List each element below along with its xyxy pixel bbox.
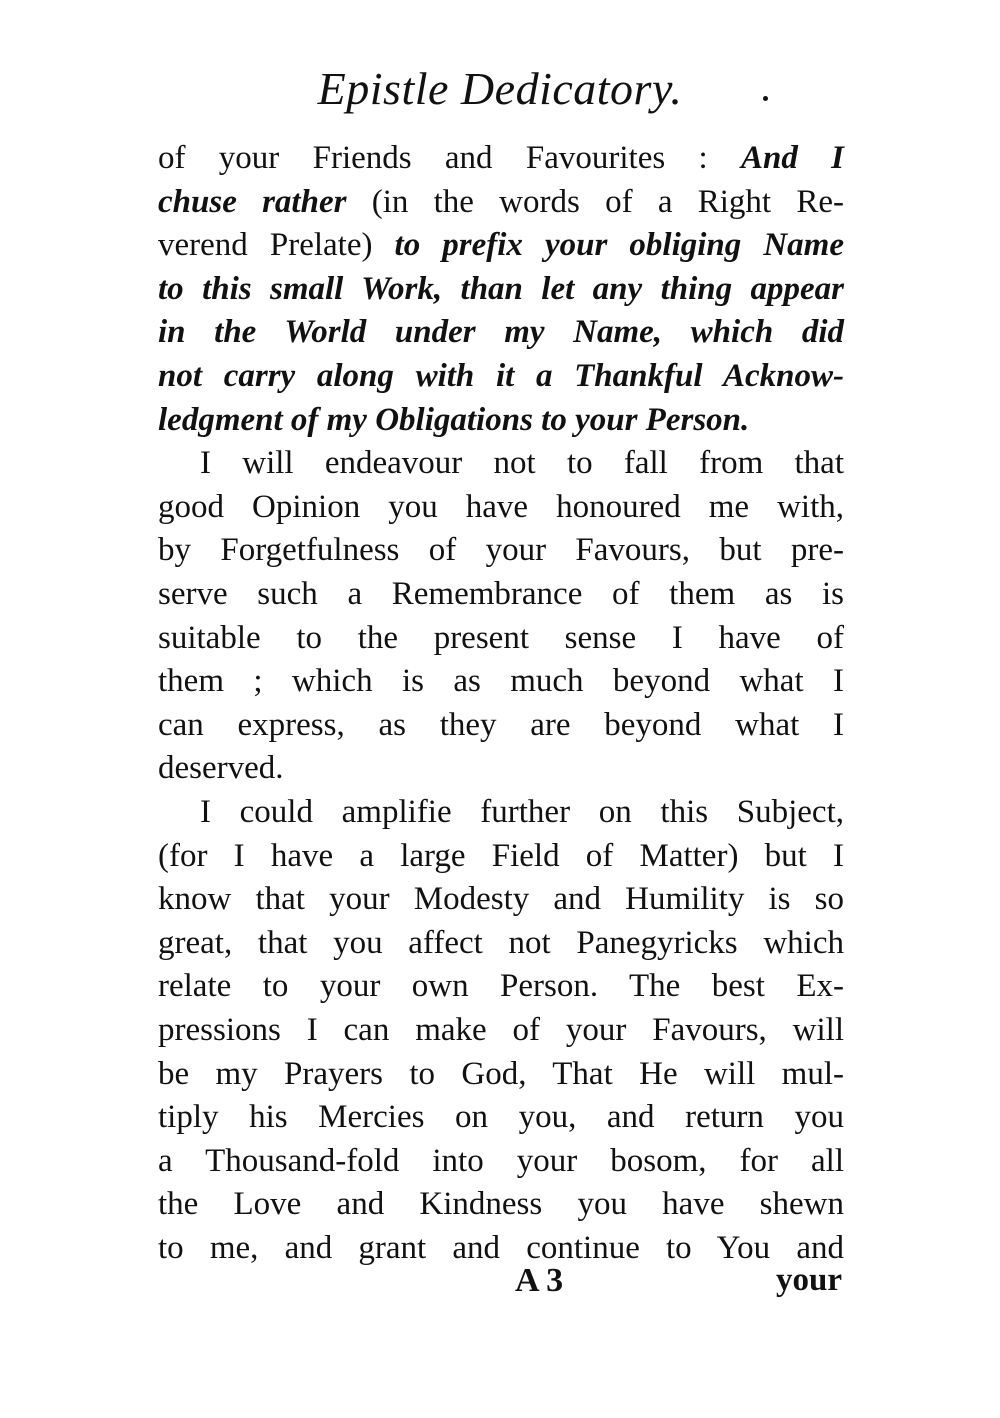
- text-run: (for I have a large Field of Matter) but I: [158, 837, 844, 874]
- header-dot: [763, 96, 768, 101]
- text-line: [158, 530, 844, 570]
- text-line: [158, 836, 844, 876]
- italic-run: to prefix your obliging Name: [394, 227, 844, 264]
- italic-run: to this small Work, than let any thing appear: [158, 270, 844, 307]
- text-line: [158, 1010, 844, 1050]
- text-line: [158, 618, 844, 658]
- text-run: to me, and grant and continue to You and: [158, 1230, 844, 1266]
- text-run: tiply his Mercies on you, and return you: [158, 1099, 844, 1136]
- text-line: [158, 1228, 844, 1268]
- text-run: them ; which is as much beyond what I: [158, 663, 844, 700]
- text-run: great, that you affect not Panegyricks which: [158, 924, 844, 961]
- text-run: I could amplifie further on this Subject,: [200, 794, 844, 830]
- text-line: [158, 1141, 844, 1181]
- italic-run: chuse rather: [158, 183, 347, 220]
- text-run: the Love and Kindness you have shewn: [158, 1186, 844, 1223]
- text-run: verend Prelate): [158, 227, 395, 264]
- text-run: suitable to the present sense I have of: [158, 619, 844, 656]
- text-line: [158, 748, 844, 788]
- text-line: [200, 792, 844, 832]
- italic-run: in the World under my Name, which did: [158, 314, 844, 351]
- text-line: [158, 1184, 844, 1224]
- text-run: a Thousand-fold into your bosom, for all: [158, 1142, 844, 1179]
- italic-run: ledgment of my Obligations to your Person.: [158, 401, 750, 438]
- text-line: [158, 182, 844, 222]
- text-line: [158, 574, 844, 614]
- text-run: pressions I can make of your Favours, will: [158, 1012, 844, 1048]
- text-line: [158, 225, 844, 265]
- text-line: [158, 269, 844, 309]
- text-run: (in the words of a Right Re-: [346, 183, 844, 220]
- text-run: by Forgetfulness of your Favours, but pre-: [158, 532, 844, 569]
- text-line: [158, 966, 844, 1006]
- text-run: of your Friends and Favourites :: [158, 140, 741, 176]
- text-line: [158, 923, 844, 963]
- text-run: can express, as they are beyond what I: [158, 706, 844, 743]
- text-run: know that your Modesty and Humility is so: [158, 881, 844, 918]
- text-line: [158, 661, 844, 701]
- text-line: [158, 1054, 844, 1094]
- text-run: deserved.: [158, 750, 284, 787]
- text-run: good Opinion you have honoured me with,: [158, 488, 844, 525]
- text-line: [200, 443, 844, 483]
- text-run: serve such a Remembrance of them as is: [158, 576, 844, 612]
- text-line: [158, 487, 844, 527]
- text-line: [158, 879, 844, 919]
- text-line: [158, 312, 844, 352]
- text-run: I will endeavour not to fall from that: [200, 445, 844, 482]
- catchword: your: [776, 1262, 842, 1298]
- signature-mark: A 3: [515, 1262, 564, 1299]
- italic-run: not carry along with it a Thankful Acknow-: [158, 358, 844, 394]
- italic-run: And I: [740, 140, 845, 176]
- page-header: Epistle Dedicatory.: [317, 63, 683, 114]
- text-line: [158, 1097, 844, 1137]
- text-run: relate to your own Person. The best Ex-: [158, 968, 844, 1005]
- text-run: be my Prayers to God, That He will mul-: [158, 1055, 844, 1092]
- text-line: [158, 356, 844, 396]
- text-line: [158, 705, 844, 745]
- text-line: [158, 138, 844, 178]
- text-line: [158, 400, 844, 440]
